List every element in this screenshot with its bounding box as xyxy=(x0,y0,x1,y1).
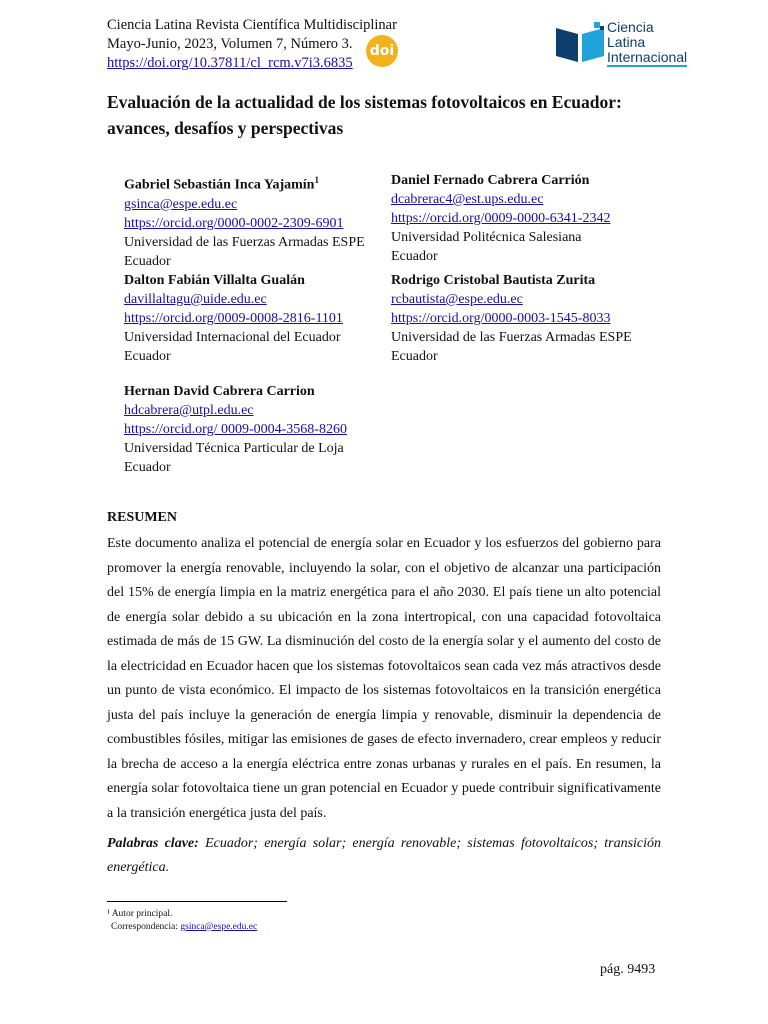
author-affiliation: Universidad Técnica Particular de Loja xyxy=(124,441,344,456)
author-name: Hernan David Cabrera Carrion xyxy=(124,384,315,399)
author-orcid[interactable]: https://orcid.org/0000-0002-2309-6901 xyxy=(124,215,344,231)
author-block xyxy=(391,271,632,366)
author-affiliation: Universidad Internacional del Ecuador xyxy=(124,330,341,345)
journal-issue: Mayo-Junio, 2023, Volumen 7, Número 3. xyxy=(107,36,353,52)
author-email[interactable]: gsinca@espe.edu.ec xyxy=(124,196,238,212)
author-block xyxy=(124,271,343,366)
resumen-heading: RESUMEN xyxy=(107,510,178,525)
journal-name: Ciencia Latina Revista Científica Multidisciplinar xyxy=(107,17,397,33)
author-block xyxy=(391,171,610,266)
author-email[interactable]: hdcabrera@utpl.edu.ec xyxy=(124,403,254,418)
footnote-author: ¹ Autor principal. xyxy=(107,909,173,919)
author-orcid[interactable]: https://orcid.org/0009-0000-6341-2342 xyxy=(391,211,611,226)
author-name: Rodrigo Cristobal Bautista Zurita xyxy=(391,273,596,288)
logo-line-3: Internacional xyxy=(607,49,688,65)
author-name: Gabriel Sebastián Inca Yajamín$^1$ xyxy=(124,175,319,193)
keywords-list: Ecuador; energía solar; energía renovable; sistemas fotovoltaicos; transición energética. xyxy=(107,836,662,875)
logo-line-2: Latina xyxy=(607,34,646,50)
author-country: Ecuador xyxy=(391,349,438,364)
journal-logo xyxy=(554,18,694,68)
author-affiliation: Universidad de las Fuerzas Armadas ESPE xyxy=(391,330,632,345)
author-country: Ecuador xyxy=(124,253,171,269)
author-orcid[interactable]: https://orcid.org/ 0009-0004-3568-8260 xyxy=(124,422,347,437)
logo-line-1: Ciencia xyxy=(607,19,654,35)
keywords xyxy=(107,832,661,880)
author-block xyxy=(124,171,365,271)
page-number: pág. 9493 xyxy=(600,962,656,977)
journal-info xyxy=(107,16,397,73)
footnote-marker: 1 xyxy=(314,175,319,185)
author-name: Daniel Fernado Cabrera Carrión xyxy=(391,173,590,188)
keywords-label: Palabras clave: xyxy=(107,836,199,851)
author-block xyxy=(124,382,347,477)
author-country: Ecuador xyxy=(391,249,438,264)
author-orcid[interactable]: https://orcid.org/0000-0003-1545-8033 xyxy=(391,311,611,326)
abstract-text: Este documento analiza el potencial de energía solar en Ecuador y los esfuerzos del gobierno para promover la energía renovable, incluyendo la solar, con el objetivo de alcanzar una participación del 15% de energía limpia en la matriz energética para el año 2030. El país tiene un alto potencial de energía solar debido a su ubicación en la zona intertropical, con una capacidad fotovoltaica estimada de más de 15 GW. La disminución del costo de la energía solar y el aumento del costo de la electricidad en Ecuador hacen que los sistemas fotovoltaicos sean cada vez más atractivos desde un punto de vista económico. El impacto de los sistemas fotovoltaicos en la transición energética justa del país incluye la generación de energía limpia y renovable, disminuir la dependencia de combustibles fósiles, mitigar las emisiones de gases de efecto invernadero, crear empleos y reducir la brecha de acceso a la energía eléctrica entre zonas urbanas y rurales en el país. En resumen, la energía solar fotovoltaica tiene un gran potencial en Ecuador y puede contribuir significativamente a la transición energética justa del país. xyxy=(107,536,661,821)
author-country: Ecuador xyxy=(124,460,171,475)
author-email[interactable]: rcbautista@espe.edu.ec xyxy=(391,292,523,307)
footnote-correspondence-label: Correspondencia: xyxy=(111,922,181,932)
doi-link[interactable]: https://doi.org/10.37811/cl_rcm.v7i3.6835 xyxy=(107,55,353,71)
author-country: Ecuador xyxy=(124,349,171,364)
author-affiliation: Universidad Politécnica Salesiana xyxy=(391,230,582,245)
footnote-divider xyxy=(107,901,287,902)
author-name: Dalton Fabián Villalta Gualán xyxy=(124,273,305,288)
doi-icon: doi xyxy=(366,35,398,67)
footnote xyxy=(107,908,257,934)
author-orcid[interactable]: https://orcid.org/0009-0008-2816-1101 xyxy=(124,311,343,326)
footnote-email[interactable]: gsinca@espe.edu.ec xyxy=(180,922,258,932)
author-email[interactable]: dcabrerac4@est.ups.edu.ec xyxy=(391,192,544,207)
author-email[interactable]: davillaltagu@uide.edu.ec xyxy=(124,292,267,307)
author-affiliation: Universidad de las Fuerzas Armadas ESPE xyxy=(124,234,365,250)
book-icon xyxy=(554,22,606,64)
paper-title: Evaluación de la actualidad de los sistemas fotovoltaicos en Ecuador: avances, desafíos y perspectivas xyxy=(107,92,622,138)
